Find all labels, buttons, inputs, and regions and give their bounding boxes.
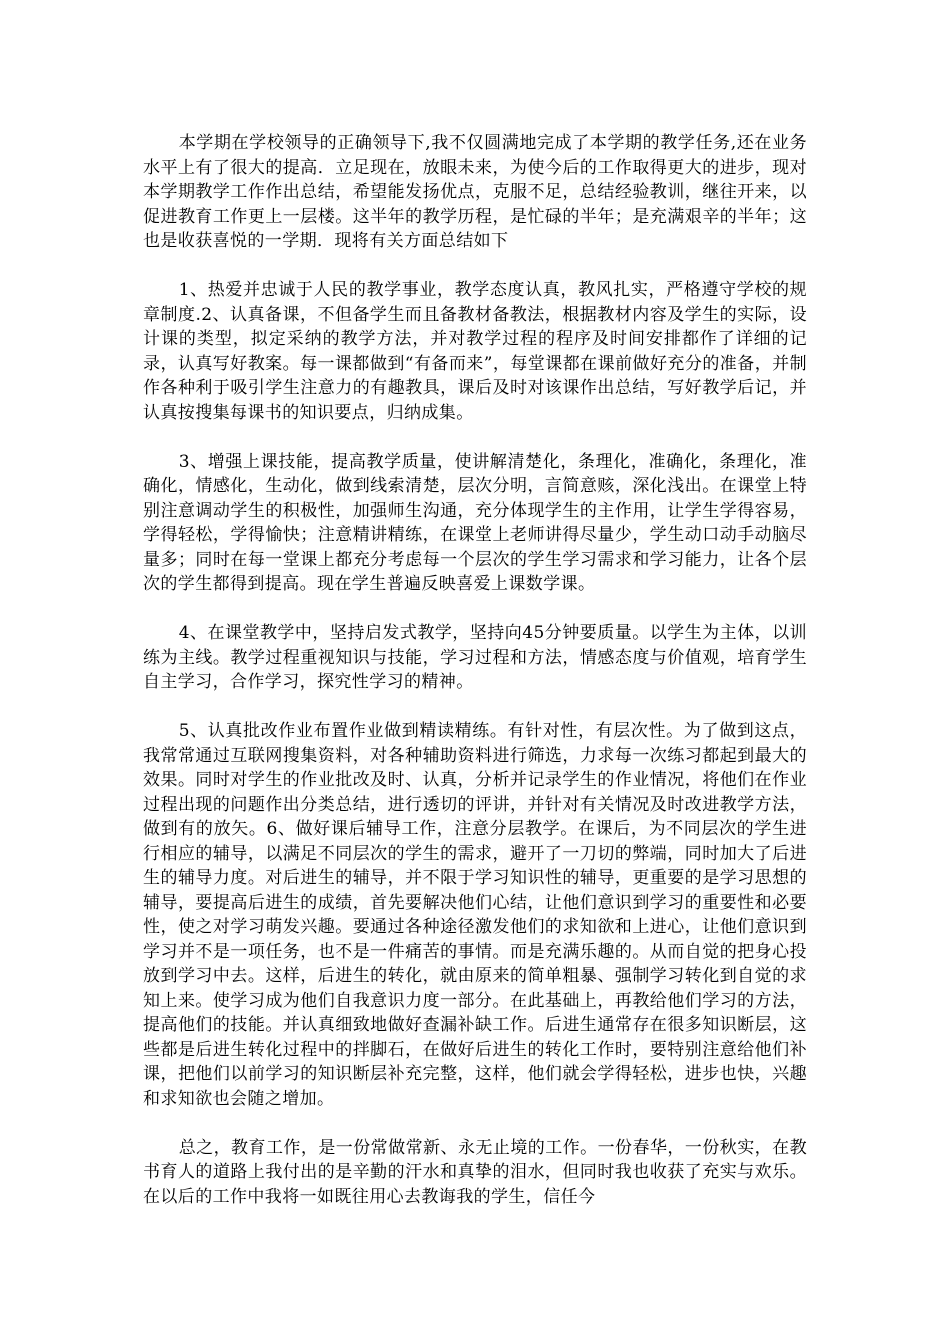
paragraph-conclusion: 总之，教育工作，是一份常做常新、永无止境的工作。一份春华，一份秋实，在教书育人的道路上我付出的是辛勤的汗水和真挚的泪水，但同时我也收获了充实与欢乐。在以后的工作中我将一如既往用心去教诲我的学生，信任今 — [143, 1137, 807, 1207]
paragraph-item-1-2: 1、热爱并忠诚于人民的教学事业，教学态度认真，教风扎实，严格遵守学校的规章制度.2、认真备课，不但备学生而且备教材备教法，根据教材内容及学生的实际，设计课的类型，拟定采纳的教学方法，并对教学过程的程序及时间安排都作了详细的记录，认真写好教案。每一课都做到“有备而来”，每堂课都在课前做好充分的准备，并制作各种利于吸引学生注意力的有趣教具，课后及时对该课作出总结，写好教学后记，并认真按搜集每课书的知识要点，归纳成集。 — [143, 280, 807, 423]
paragraph-item-3: 3、增强上课技能，提高教学质量，使讲解清楚化，条理化，准确化，条理化，准确化，情感化，生动化，做到线索清楚，层次分明，言简意赅，深化浅出。在课堂上特别注意调动学生的积极性，加强师生沟通，充分体现学生的主作用，让学生学得容易，学得轻松，学得愉快；注意精讲精练，在课堂上老师讲得尽量少，学生动口动手动脑尽量多；同时在每一堂课上都充分考虑每一个层次的学生学习需求和学习能力，让各个层次的学生都得到提高。现在学生普遍反映喜爱上课数学课。 — [143, 451, 807, 594]
paragraph-intro: 本学期在学校领导的正确领导下,我不仅圆满地完成了本学期的教学任务,还在业务水平上有了很大的提高．立足现在，放眼未来，为使今后的工作取得更大的进步，现对本学期教学工作作出总结，希望能发扬优点，克服不足，总结经验教训，继往开来，以促进教育工作更上一层楼。这半年的教学历程，是忙碌的半年；是充满艰辛的半年；这也是收获喜悦的一学期．现将有关方面总结如下 — [143, 133, 807, 251]
paragraph-item-4: 4、在课堂教学中，坚持启发式教学，坚持向45分钟要质量。以学生为主体，以训练为主线。教学过程重视知识与技能，学习过程和方法，情感态度与价值观，培育学生自主学习，合作学习，探究性学习的精神。 — [143, 623, 807, 692]
document-body — [143, 131, 807, 1234]
paragraph-item-5-6: 5、认真批改作业布置作业做到精读精练。有针对性，有层次性。为了做到这点，我常常通过互联网搜集资料，对各种辅助资料进行筛选，力求每一次练习都起到最大的效果。同时对学生的作业批改及时、认真，分析并记录学生的作业情况，将他们在作业过程出现的问题作出分类总结，进行透切的评讲，并针对有关情况及时改进教学方法，做到有的放矢。6、做好课后辅导工作，注意分层教学。在课后，为不同层次的学生进行相应的辅导，以满足不同层次的学生的需求，避开了一刀切的弊端，同时加大了后进生的辅导力度。对后进生的辅导，并不限于学习知识性的辅导，更重要的是学习思想的辅导，要提高后进生的成绩，首先要解决他们心结，让他们意识到学习的重要性和必要性，使之对学习萌发兴趣。要通过各种途径激发他们的求知欲和上进心，让他们意识到学习并不是一项任务，也不是一件痛苦的事情。而是充满乐趣的。从而自觉的把身心投放到学习中去。这样，后进生的转化，就由原来的简单粗暴、强制学习转化到自觉的求知上来。使学习成为他们自我意识力度一部分。在此基础上，再教给他们学习的方法，提高他们的技能。并认真细致地做好查漏补缺工作。后进生通常存在很多知识断层，这些都是后进生转化过程中的拌脚石，在做好后进生的转化工作时，要特别注意给他们补课，把他们以前学习的知识断层补充完整，这样，他们就会学得轻松，进步也快，兴趣和求知欲也会随之增加。 — [143, 721, 807, 1109]
